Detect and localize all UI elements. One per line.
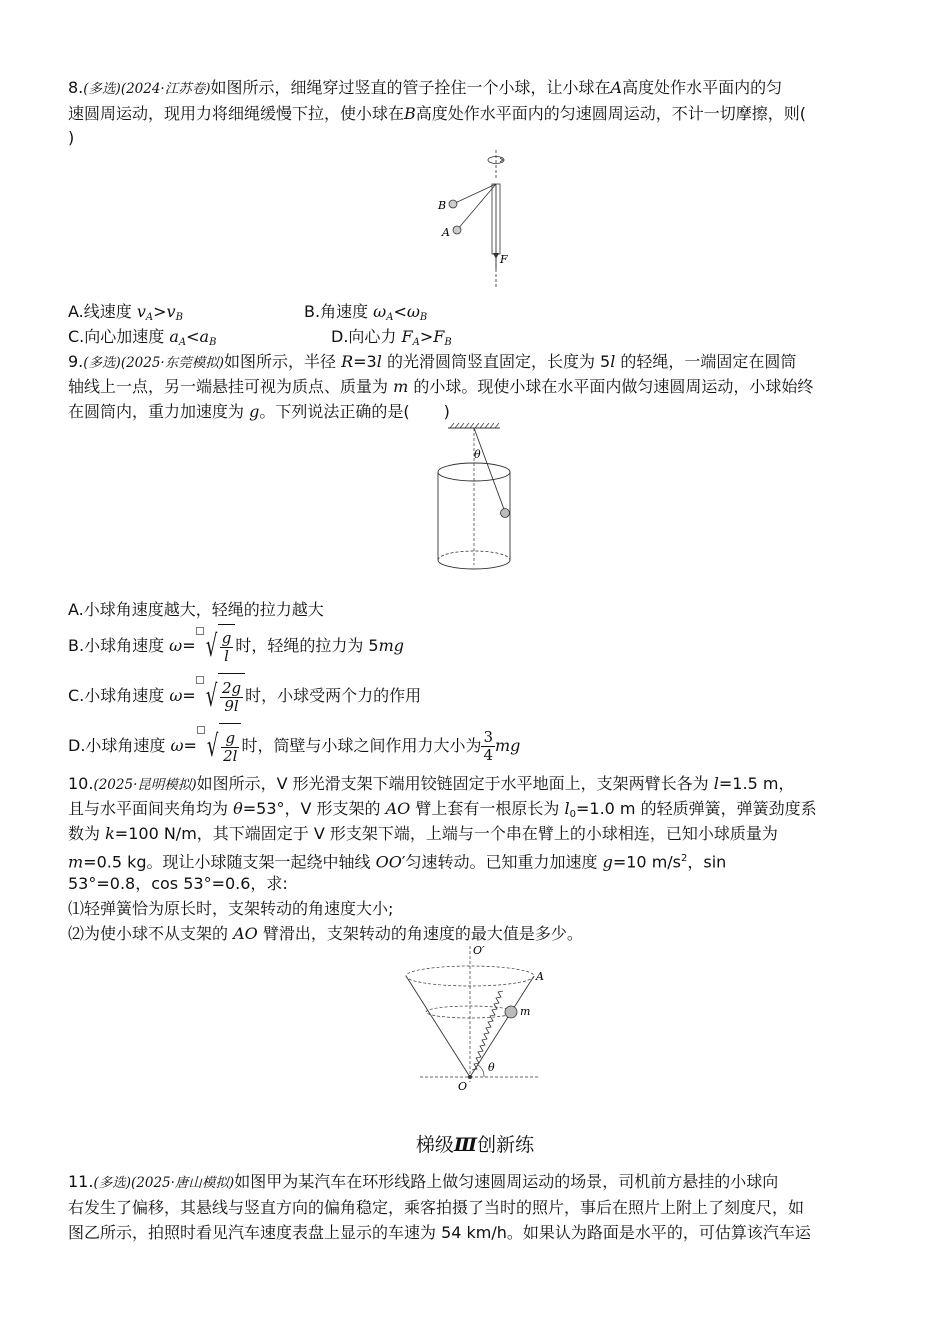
label-b: B	[438, 199, 447, 212]
q9-option-c: C.小球角速度 ω= √ $\frac{2g}{9l}$ 时，小球受两个力的作用	[68, 673, 421, 720]
q8-option-a: A.线速度 $v_A>v_B$	[68, 302, 183, 323]
q10-line4: m=0.5 kg。现让小球随支架一起绕中轴线 OO′匀速转动。已知重力加速度 g=10 $m/s^2$，sin	[68, 852, 727, 872]
string-a	[457, 184, 496, 230]
q8-option-b: B.角速度 $\omega_A<\omega_B$	[304, 302, 428, 323]
label-a: A	[442, 226, 450, 239]
q9-option-d: D.小球角速度 ω= √ $\frac{g}{2l}$ 时，筒壁与小球之间作用力大小为 $\frac{3}{4}$ mg	[68, 723, 520, 770]
q9-line3: 在圆筒内，重力加速度为 g。下列说法正确的是( )	[68, 402, 450, 421]
arm-left	[406, 976, 470, 1077]
q10-line5: 53°=0.8，cos 53°=0.6，求:	[68, 874, 288, 893]
q8-option-c: C.向心加速度 $a_A<a_B$	[68, 327, 217, 348]
label-theta: θ	[488, 1061, 495, 1074]
q8-figure	[430, 150, 550, 295]
label-o-prime: O′	[473, 944, 485, 957]
label-f: F	[500, 253, 508, 266]
q8-line1: 8.(多选)(2024·江苏卷)如图所示，细绳穿过竖直的管子拴住一个小球，让小球在A高度处作水平面内的匀	[68, 78, 783, 97]
q10-line2: 且与水平面间夹角均为 θ=53°，V 形支架的 AO 臂上套有一根原长为 $l_0=1.0$ m 的轻质弹簧，弹簧劲度系	[68, 799, 817, 820]
q9-line2: 轴线上一点，另一端悬挂可视为质点、质量为 m 的小球。现使小球在水平面内做匀速圆周运动，小球始终	[68, 377, 814, 396]
q10-line7: ⑵为使小球不从支架的 AO 臂滑出，支架转动的角速度的最大值是多少。	[68, 924, 583, 943]
ball-m	[505, 1006, 517, 1018]
q9-line1: 9.(多选)(2025·东莞模拟)如图所示，半径 R=3l 的光滑圆筒竖直固定，长度为 5l 的轻绳，一端固定在圆筒	[68, 352, 797, 371]
ball-b	[449, 200, 457, 208]
q11-line1: 11.(多选)(2025·唐山模拟)如图甲为某汽车在环形线路上做匀速圆周运动的场景，司机前方悬挂的小球向	[68, 1172, 779, 1191]
q10-line3: 数为 k=100 N/m，其下端固定于 V 形支架下端，上端与一个串在臂上的小球相连，已知小球质量为	[68, 824, 778, 843]
q10-figure	[400, 942, 560, 1102]
ball	[501, 509, 510, 518]
q9-figure	[430, 420, 530, 600]
q10-line6: ⑴轻弹簧恰为原长时，支架转动的角速度大小;	[68, 899, 394, 918]
spring	[472, 991, 503, 1070]
string-b	[453, 184, 496, 204]
q9-option-b: B.小球角速度 ω= √ $\frac{g}{l}$ 时，轻绳的拉力为 5mg	[68, 624, 404, 669]
q8-line2: 速圆周运动，现用力将细绳缓慢下拉，使小球在B高度处作水平面内的匀速圆周运动，不计一切摩擦，则(	[68, 104, 807, 123]
label-theta: θ	[474, 448, 481, 461]
label-o: O	[458, 1080, 468, 1093]
q8-line3: )	[68, 128, 75, 147]
section-title: 梯级Ⅲ创新练	[415, 1134, 535, 1156]
rope	[474, 428, 505, 512]
q9-option-a: A.小球角速度越大，轻绳的拉力越大	[68, 600, 324, 619]
q11-line3: 图乙所示，拍照时看见汽车速度表盘上显示的车速为 54 km/h。如果认为路面是水平的，可估算该汽车运	[68, 1223, 811, 1242]
ball-a	[453, 226, 461, 234]
label-m: m	[520, 1005, 531, 1018]
label-a: A	[536, 970, 544, 983]
q10-line1: 10.(2025·昆明模拟)如图所示，V 形光滑支架下端用铰链固定于水平地面上，支架两臂长各为 l=1.5 m，	[68, 774, 795, 793]
q8-option-d: D.向心力 $F_A>F_B$	[331, 327, 452, 348]
q11-line2: 右发生了偏移，其悬线与竖直方向的偏角稳定，乘客拍摄了当时的照片，事后在照片上附上了刻度尺，如	[68, 1198, 805, 1217]
